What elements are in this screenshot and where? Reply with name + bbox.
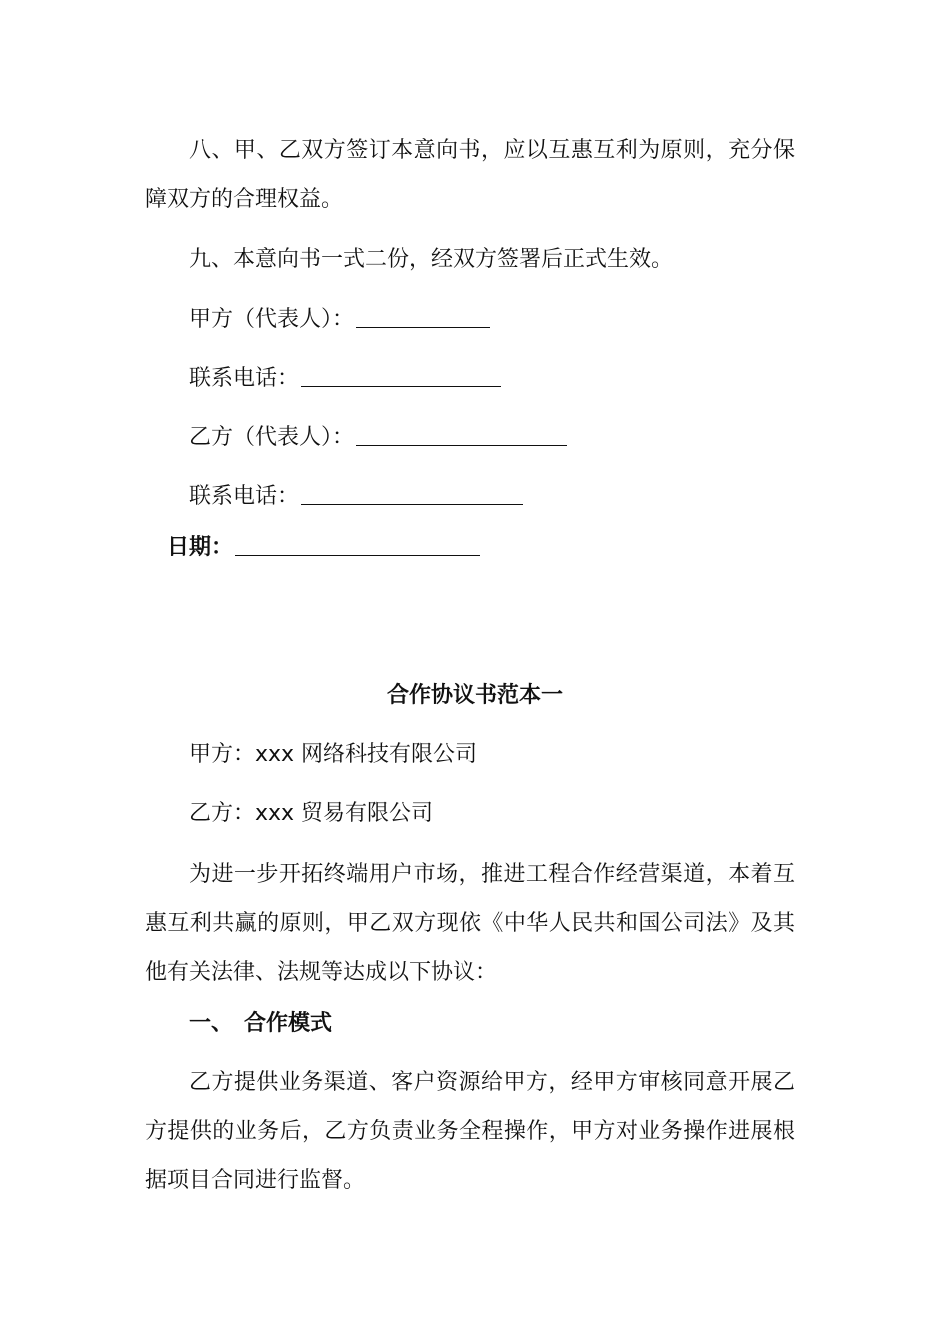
signature-line-party-b	[189, 423, 567, 453]
intro-paragraph: 为进一步开拓终端用户市场，推进工程合作经营渠道，本着互惠互利共赢的原则，甲乙双方现依《中华人民共和国公司法》及其他有关法律、法规等达成以下协议：	[145, 862, 795, 985]
signature-blank-party-b	[356, 423, 567, 446]
document-title: 合作协议书范本一	[386, 683, 563, 708]
party-a-name: 甲方：xxx 网络科技有限公司	[189, 742, 478, 767]
phone-blank-party-a	[301, 364, 501, 387]
clause-9: 九、本意向书一式二份，经双方签署后正式生效。	[189, 247, 674, 272]
date-blank	[235, 533, 480, 556]
date-line	[167, 533, 480, 563]
signature-label-party-a: 甲方（代表人）：	[189, 307, 355, 332]
phone-line-party-a	[189, 364, 501, 394]
section-1-body: 乙方提供业务渠道、客户资源给甲方，经甲方审核同意开展乙方提供的业务后，乙方负责业务全程操作，甲方对业务操作进展根据项目合同进行监督。	[145, 1070, 795, 1193]
clause-8: 八、甲、乙双方签订本意向书，应以互惠互利为原则，充分保障双方的合理权益。	[145, 138, 795, 212]
signature-line-party-a	[189, 305, 490, 335]
date-label: 日期：	[167, 535, 234, 560]
phone-label-party-b: 联系电话：	[189, 484, 300, 509]
signature-label-party-b: 乙方（代表人）：	[189, 425, 355, 450]
phone-blank-party-b	[301, 482, 523, 505]
signature-blank-party-a	[356, 305, 490, 328]
phone-label-party-a: 联系电话：	[189, 366, 300, 391]
party-b-name: 乙方：xxx 贸易有限公司	[189, 801, 434, 826]
phone-line-party-b	[189, 482, 523, 512]
section-1-heading: 一、 合作模式	[189, 1011, 333, 1036]
